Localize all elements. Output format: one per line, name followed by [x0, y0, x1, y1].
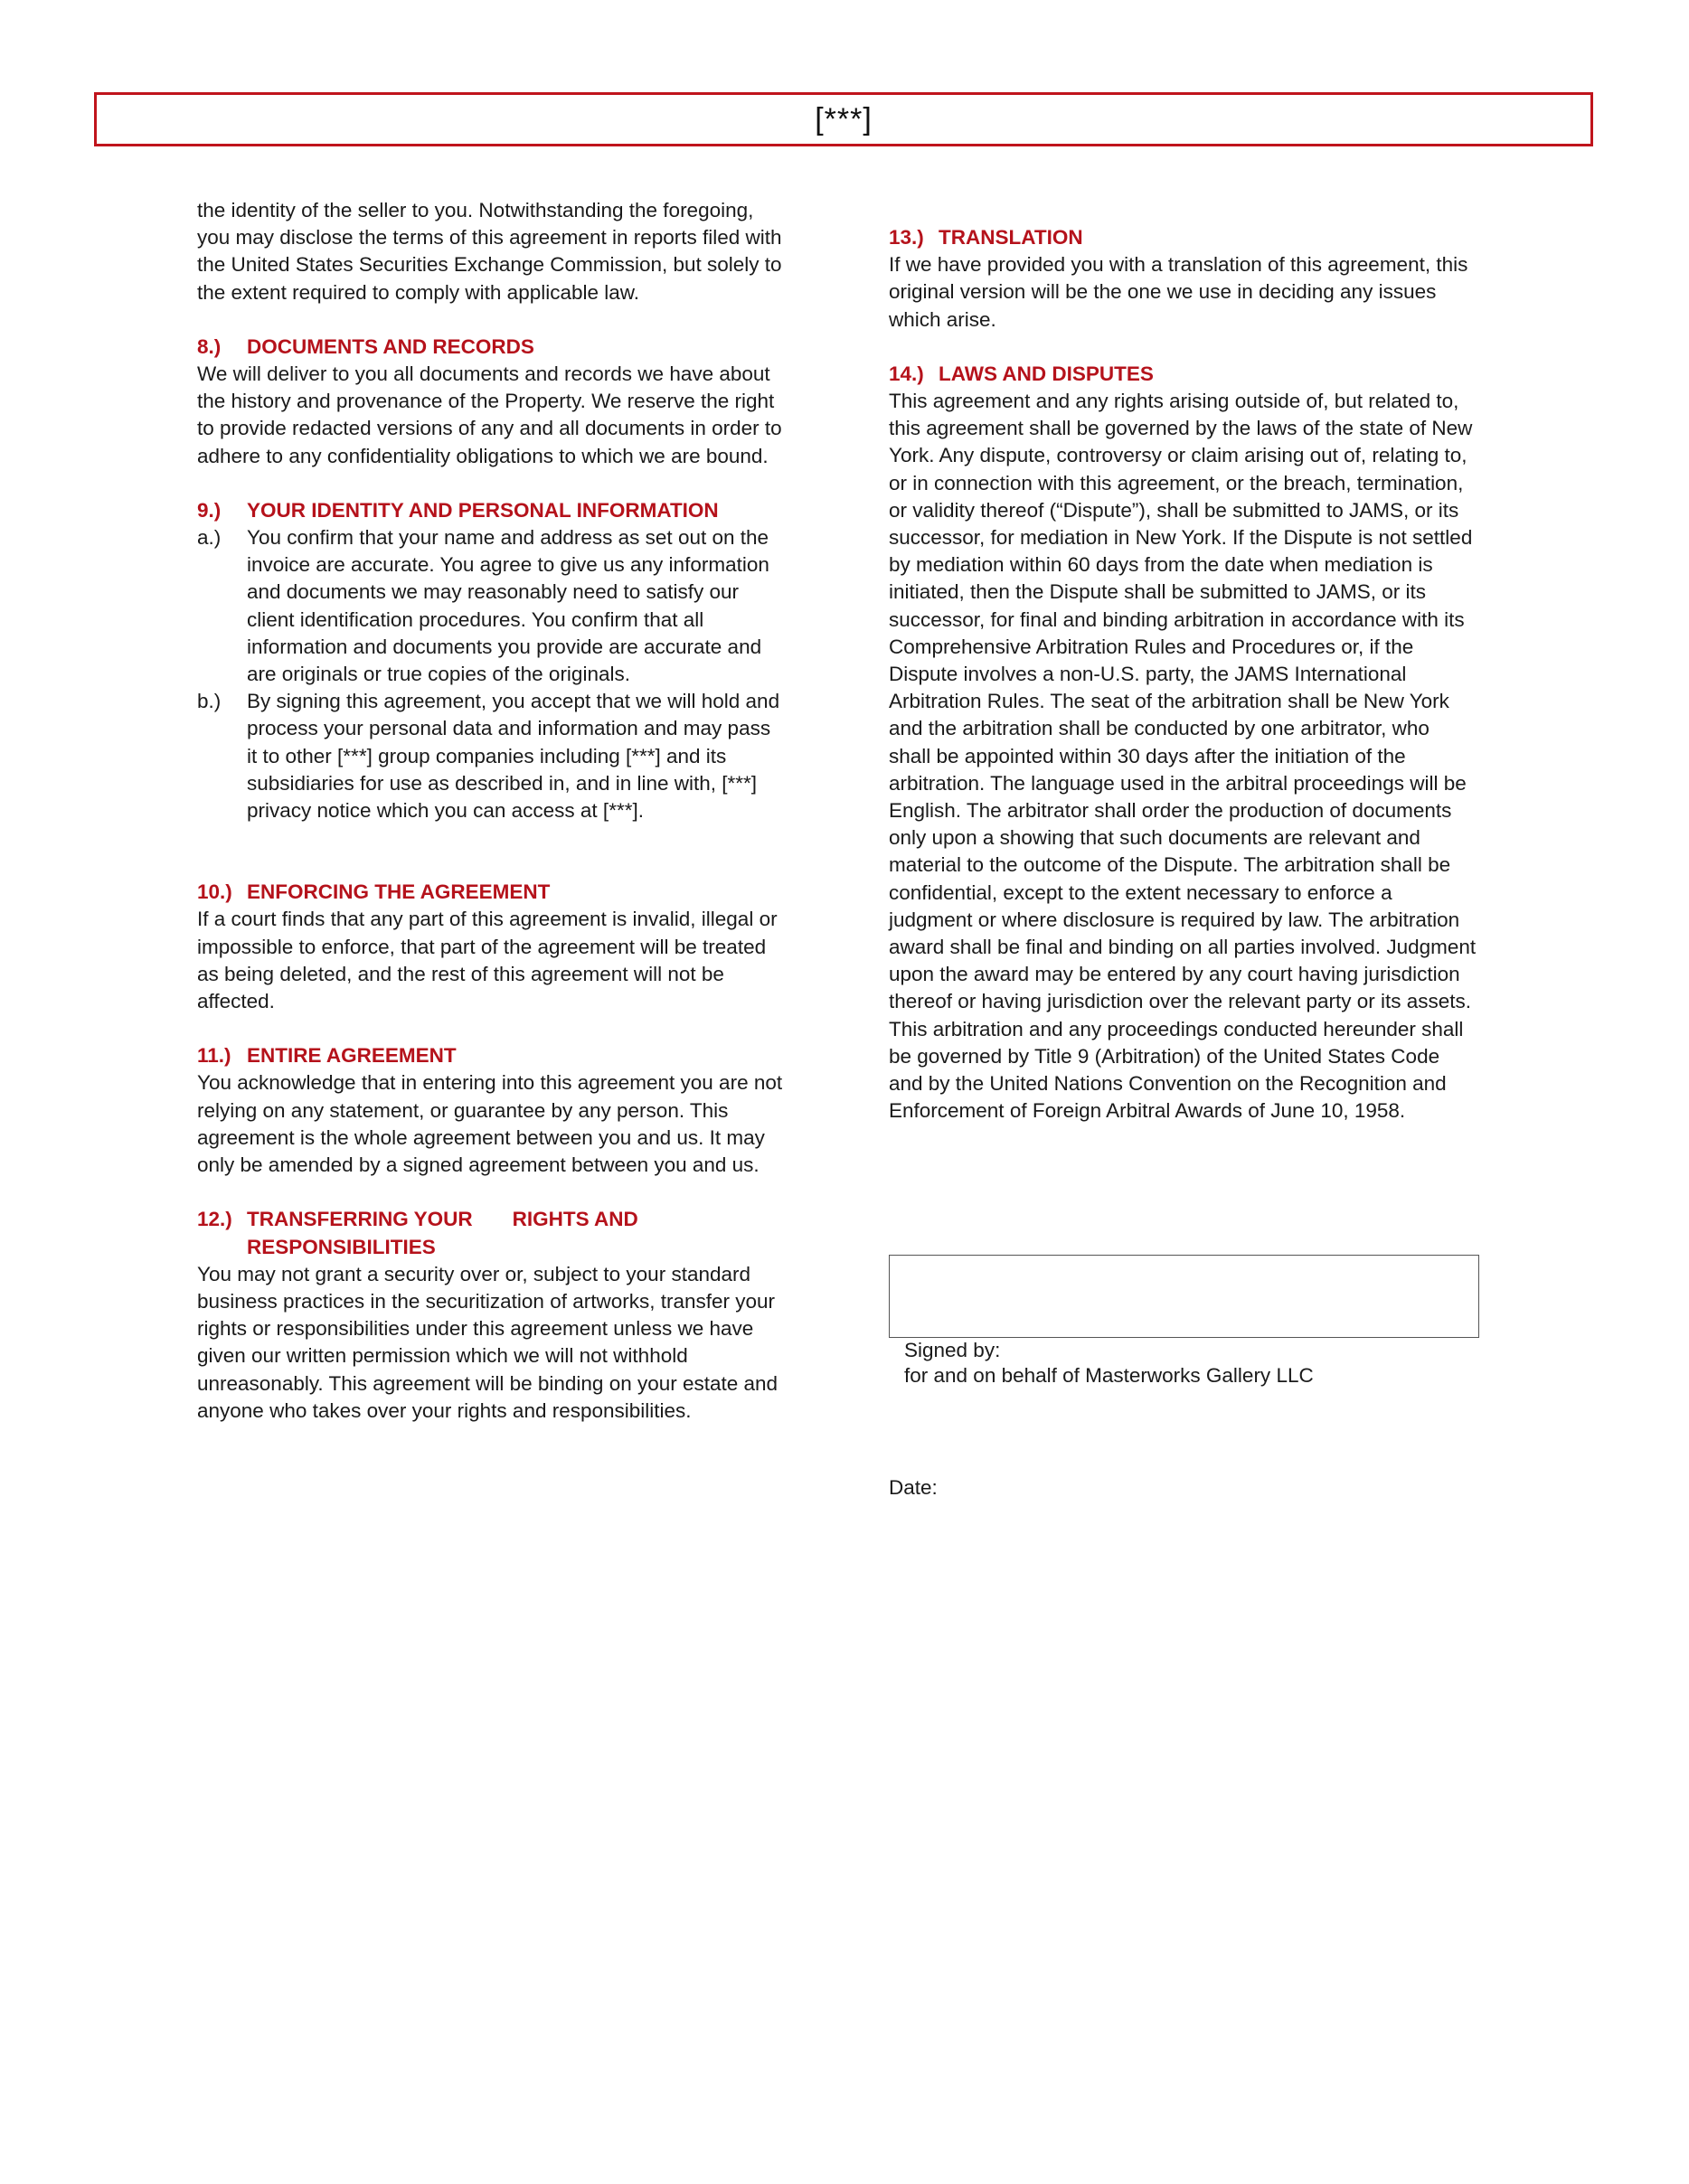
section-title: ENFORCING THE AGREEMENT — [247, 880, 551, 904]
signed-by-label: Signed by: — [904, 1339, 1001, 1361]
header-box — [94, 92, 1593, 146]
section-13-heading — [889, 224, 1477, 251]
section-10-body: If a court finds that any part of this agreement is invalid, illegal or impossible to enforce, that part of the agreement will be treated as being deleted, and the rest of this agreement will not be affected. — [197, 908, 778, 1013]
section-number: 9.) — [197, 498, 222, 522]
section-14-body: This agreement and any rights arising outside of, but related to, this agreement shall be governed by the laws of the state of New York. Any dispute, controversy or claim arising out of, relating to, or in connection with this agreement, or the breach, termination, or validity thereof (“Dispute”), shall be submitted to JAMS, or its successor, for mediation in New York. If the Dispute is not settled by mediation within 60 days from the date when mediation is initiated, then the Dispute shall be submitted to JAMS, or its successor, for final and binding arbitration in accordance with its Comprehensive Arbitration Rules and Procedures or, if the Dispute involves a non-U.S. party, the JAMS International Arbitration Rules. The seat of the arbitration shall be New York and the arbitration shall be conducted by one arbitrator, who shall be appointed within 30 days after the initiation of the arbitration. The language used in the arbitral proceedings will be English. The arbitrator shall order the production of documents only upon a showing that such documents are relevant and material to the outcome of the Dispute. The arbitration shall be confidential, except to the extent necessary to enforce a judgment or where disclosure is required by law. The arbitration award shall be final and binding on all parties involved. Judgment upon the award may be entered by any court having jurisdiction thereof or having jurisdiction over the relevant party or its assets. This arbitration and any proceedings conducted hereunder shall be governed by Title 9 (Arbitration) of the United States Code and by the United Nations Convention on the Recognition and Enforcement of Foreign Arbitral Awards of June 10, 1958. — [889, 390, 1477, 1123]
on-behalf-label: for and on behalf of Masterworks Gallery LLC — [904, 1364, 1314, 1387]
signature-box[interactable] — [889, 1255, 1479, 1338]
section-14-heading — [889, 361, 1477, 388]
section-number: 11.) — [197, 1044, 231, 1068]
section-number: 12.) — [197, 1208, 232, 1231]
list-item-text: You confirm that your name and address as set out on the invoice are accurate. You agree to give us any information and documents we may reasonably need to satisfy our client identification procedures. You confirm that all information and documents you provide are accurate and are originals or true copies of the originals. — [247, 526, 769, 686]
section-9-heading — [197, 497, 785, 524]
section-title: ENTIRE AGREEMENT — [247, 1044, 457, 1068]
header-redaction: [***] — [815, 101, 873, 136]
intro-paragraph: the identity of the seller to you. Notwithstanding the foregoing, you may disclose the terms of this agreement in reports filed with the United States Securities Exchange Commission, but solely to the extent required to comply with applicable law. — [197, 199, 782, 304]
section-12-heading — [197, 1206, 785, 1260]
section-8-body: We will deliver to you all documents and records we have about the history and provenance of the Property. We reserve the right to provide redacted versions of any and all documents in order to adhere to any confidentiality obligations to which we are bound. — [197, 362, 782, 467]
section-number: 10.) — [197, 880, 232, 904]
section-title: LAWS AND DISPUTES — [939, 362, 1154, 385]
section-title: DOCUMENTS AND RECORDS — [247, 334, 534, 358]
section-10-heading — [197, 879, 785, 906]
list-item-label: b.) — [197, 690, 222, 713]
section-number: 14.) — [889, 362, 924, 385]
section-title-part: RESPONSIBILITIES — [247, 1235, 436, 1258]
section-title-part: RIGHTS AND — [512, 1208, 638, 1231]
list-item-text: By signing this agreement, you accept that we will hold and process your personal data and information and may pass it to other [***] group companies including [***] and its subsidiaries for use as described in, and in line with, [***] privacy notice which you can access at [***]. — [247, 690, 780, 823]
section-title: YOUR IDENTITY AND PERSONAL INFORMATION — [247, 498, 719, 522]
list-item-label: a.) — [197, 526, 222, 550]
date-label: Date: — [889, 1476, 938, 1499]
section-12-body: You may not grant a security over or, subject to your standard business practices in the securitization of artworks, transfer your rights or responsibilities under this agreement unless we have given our written permission which we will not withhold unreasonably. This agreement will be binding on your estate and anyone who takes over your rights and responsibilities. — [197, 1262, 778, 1422]
section-number: 8.) — [197, 334, 222, 358]
left-column — [197, 197, 785, 1425]
right-column — [889, 224, 1477, 1125]
section-title-part: TRANSFERRING YOUR — [247, 1208, 473, 1231]
section-11-body: You acknowledge that in entering into this agreement you are not relying on any statement, or guarantee by any person. This agreement is the whole agreement between you and us. It may only be amended by a signed agreement between you and us. — [197, 1071, 783, 1177]
section-11-heading — [197, 1042, 785, 1069]
section-8-heading — [197, 334, 785, 361]
signature-block — [904, 1338, 1314, 1389]
section-title: TRANSLATION — [939, 226, 1083, 249]
section-13-body: If we have provided you with a translation of this agreement, this original version will be the one we use in deciding any issues which arise. — [889, 253, 1468, 331]
list-item — [197, 688, 785, 824]
section-number: 13.) — [889, 226, 924, 249]
list-item — [197, 524, 785, 688]
